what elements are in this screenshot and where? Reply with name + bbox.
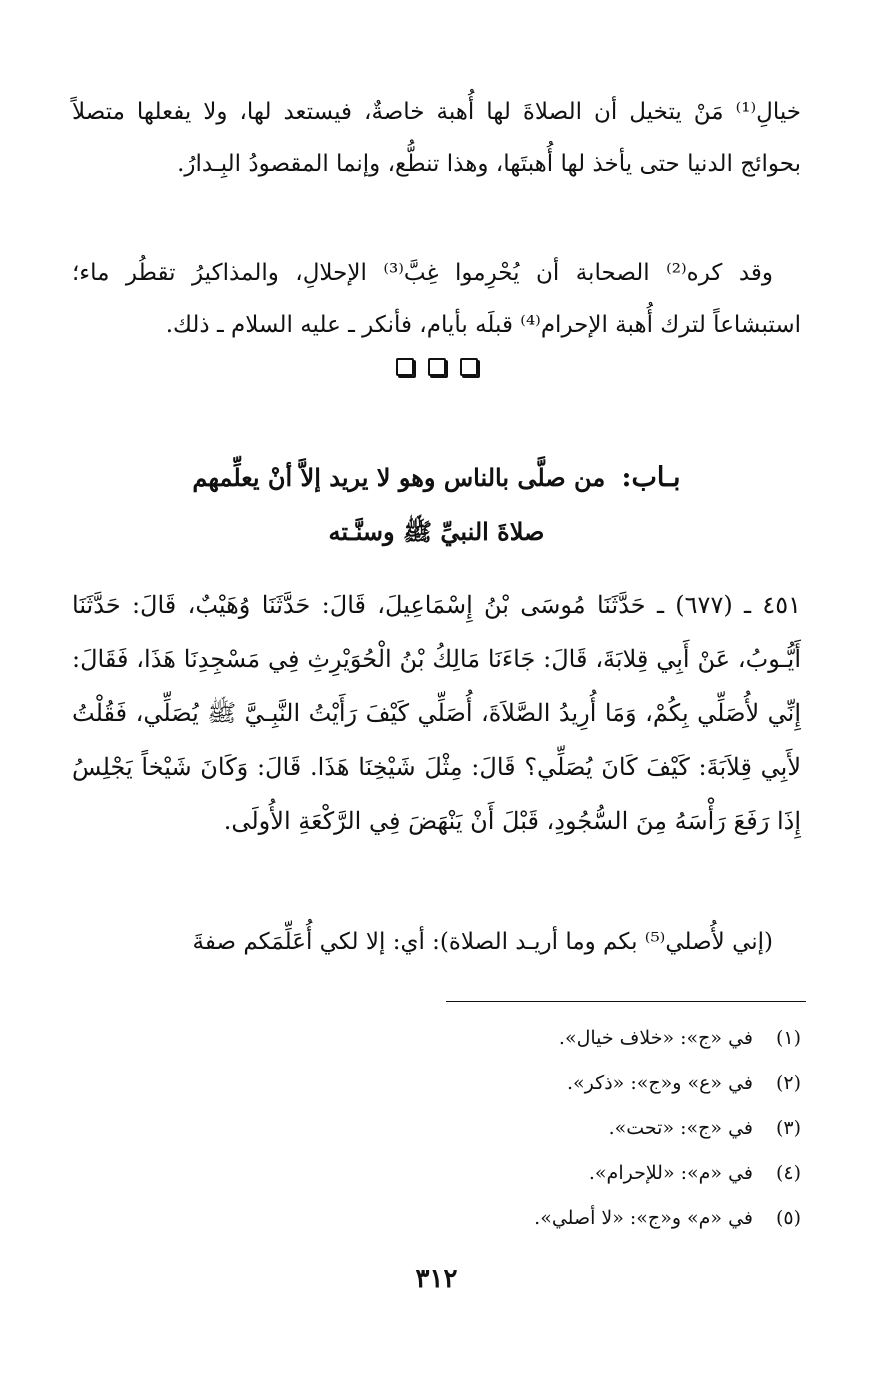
chapter-title-line-2: صلاةَ النبيِّ ﷺ وسنَّـته	[328, 517, 545, 546]
chapter-label: بـاب:	[621, 462, 681, 493]
footnote-divider	[446, 1001, 806, 1002]
footnote-text: في «م»: «للإحرام».	[588, 1162, 753, 1184]
footnote-item	[381, 1106, 801, 1151]
footnotes-list	[381, 1016, 801, 1241]
footnote-item	[381, 1061, 801, 1106]
commentary-paragraph: (إني لأُصلي⁽⁵⁾ بكم وما أريـد الصلاة): أي: إلا لكي أُعَلِّمَكم صفةَ	[192, 929, 773, 955]
page-number: ٣١٢	[415, 1264, 458, 1294]
chapter-title-line-1: من صلَّى بالناس وهو لا يريد إلاَّ أنْ يعلِّمهم	[192, 463, 606, 492]
footnote-text: في «ج»: «خلاف خيال».	[558, 1027, 753, 1049]
footnote-number: (٥)	[775, 1207, 801, 1229]
footnote-item	[381, 1151, 801, 1196]
square-ornament-icon	[396, 358, 414, 376]
square-ornament-icon	[428, 358, 446, 376]
paragraph-2: وقد كره⁽²⁾ الصحابة أن يُحْرِموا غِبَّ⁽³⁾ الإحلالِ، والمذاكيرُ تقطُر ماء؛ استبشاعاً لترك أُهبة الإحرام⁽⁴⁾ قبلَه بأيام، فأنكر ـ عليه السلام ـ ذلك.	[72, 260, 801, 338]
footnote-item	[381, 1196, 801, 1241]
footnote-text: في «ع» و«ج»: «ذكر».	[567, 1072, 753, 1094]
footnote-number: (٤)	[775, 1162, 801, 1184]
footnote-text: في «م» و«ج»: «لا أصلي».	[534, 1207, 753, 1229]
chapter-heading	[72, 462, 801, 493]
footnote-number: (٣)	[775, 1117, 801, 1139]
footnote-item	[381, 1016, 801, 1061]
footnote-text: في «ج»: «تحت».	[608, 1117, 753, 1139]
footnote-number: (٢)	[775, 1072, 801, 1094]
footnote-number: (١)	[775, 1027, 801, 1049]
section-separator	[0, 358, 873, 382]
square-ornament-icon	[460, 358, 478, 376]
paragraph-1: خيالِ⁽¹⁾ مَنْ يتخيل أن الصلاةَ لها أُهبة خاصةٌ، فيستعد لها، ولا يفعلها متصلاً بحوائج الدنيا حتى يأخذ لها أُهبتَها، وهذا تنطُّع، وإنما المقصودُ البِـدارُ.	[72, 99, 801, 177]
hadith-text: ٤٥١ ـ (٦٧٧) ـ حَدَّثَنَا مُوسَى بْنُ إِسْمَاعِيلَ، قَالَ: حَدَّثَنَا وُهَيْبٌ، قَالَ: حَدَّثَنَا أَيُّـوبُ، عَنْ أَبِي قِلابَةَ، قَالَ: جَاءَنَا مَالِكُ بْنُ الْحُوَيْرِثِ فِي مَسْجِدِنَا هَذَا، فَقَالَ: إِنِّي لأُصَلِّي بِكُمْ، وَمَا أُرِيدُ الصَّلاَةَ، أُصَلِّي كَيْفَ رَأَيْتُ النَّبِـيَّ ﷺ يُصَلِّي، فَقُلْتُ لأَبِي قِلاَبَةَ: كَيْفَ كَانَ يُصَلِّي؟ قَالَ: مِثْلَ شَيْخِنَا هَذَا. قَالَ: وَكَانَ شَيْخاً يَجْلِسُ إِذَا رَفَعَ رَأْسَهُ مِنَ السُّجُودِ، قَبْلَ أَنْ يَنْهَضَ فِي الرَّكْعَةِ الأُولَى.	[72, 591, 802, 835]
